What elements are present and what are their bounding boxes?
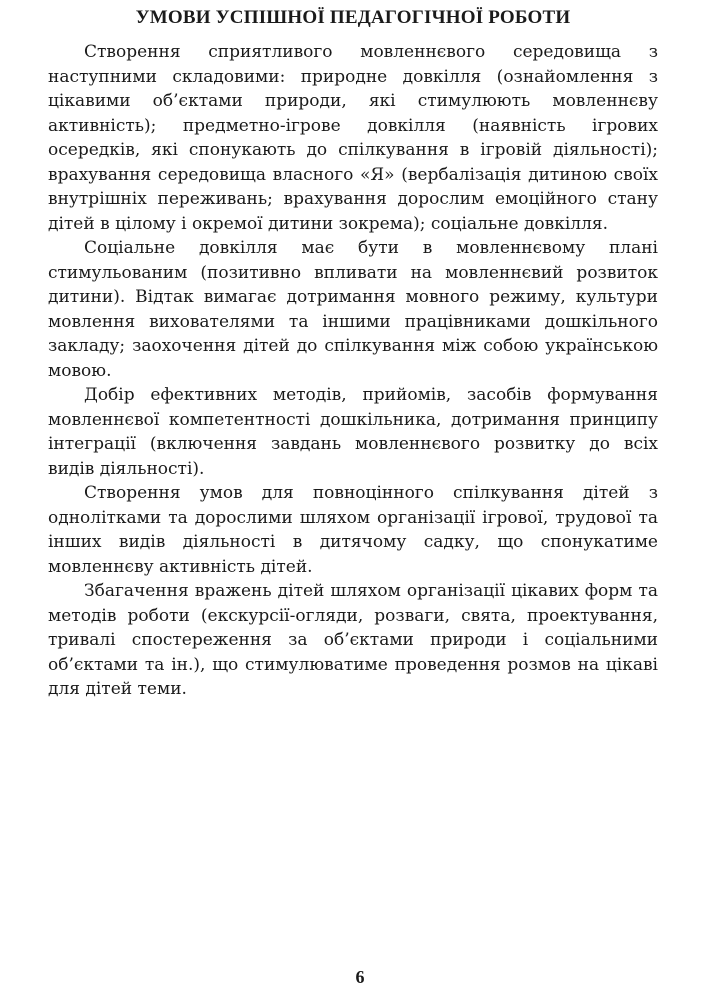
body-text (48, 40, 658, 702)
paragraph-2: Соціальне довкілля має бути в мовленнєвому плані стимульованим (позитивно впливати на мовленнєвий розвиток дитини). Відтак вимагає дотримання мовного режиму, культури мовлення вихователями та іншими працівниками дошкільного закладу; заохочення дітей до спілкування між собою українською мовою. (48, 238, 658, 381)
paragraph-1: Створення сприятливого мовленнєвого середовища з наступними складовими: природне довкілля (ознайомлення з цікавими об’єктами природи, які стимулюють мовленнєву активність); предметно-ігрове довкілля (наявність ігрових осередків, які спонукають до спілкування в ігровій діяльності); врахування середовища власного «Я» (вербалізація дитиною своїх внутрішніх переживань; врахування дорослим емоційного стану дітей в цілому і окремої дитини зокрема); соціальне довкілля. (48, 42, 658, 234)
paragraph-4: Створення умов для повноцінного спілкування дітей з однолітками та дорослими шляхом організації ігрової, трудової та інших видів діяльності в дитячому садку, що спонукатиме мовленнєву активність дітей. (48, 483, 658, 577)
page-number: 6 (355, 967, 365, 987)
paragraph-5: Збагачення вражень дітей шляхом організації цікавих форм та методів роботи (екскурсії-огляди, розваги, свята, проектування, тривалі спостереження за об’єктами природи і соціальними об’єктами та ін.), що стимулюватиме проведення розмов на цікаві для дітей теми. (48, 581, 658, 699)
page (48, 0, 658, 702)
page-title: УМОВИ УСПІШНОЇ ПЕДАГОГІЧНОЇ РОБОТИ (135, 7, 571, 28)
paragraph-3: Добір ефективних методів, прийомів, засобів формування мовленнєвої компетентності дошкільника, дотримання принципу інтеграції (включення завдань мовленнєвого розвитку до всіх видів діяльності). (48, 385, 658, 479)
